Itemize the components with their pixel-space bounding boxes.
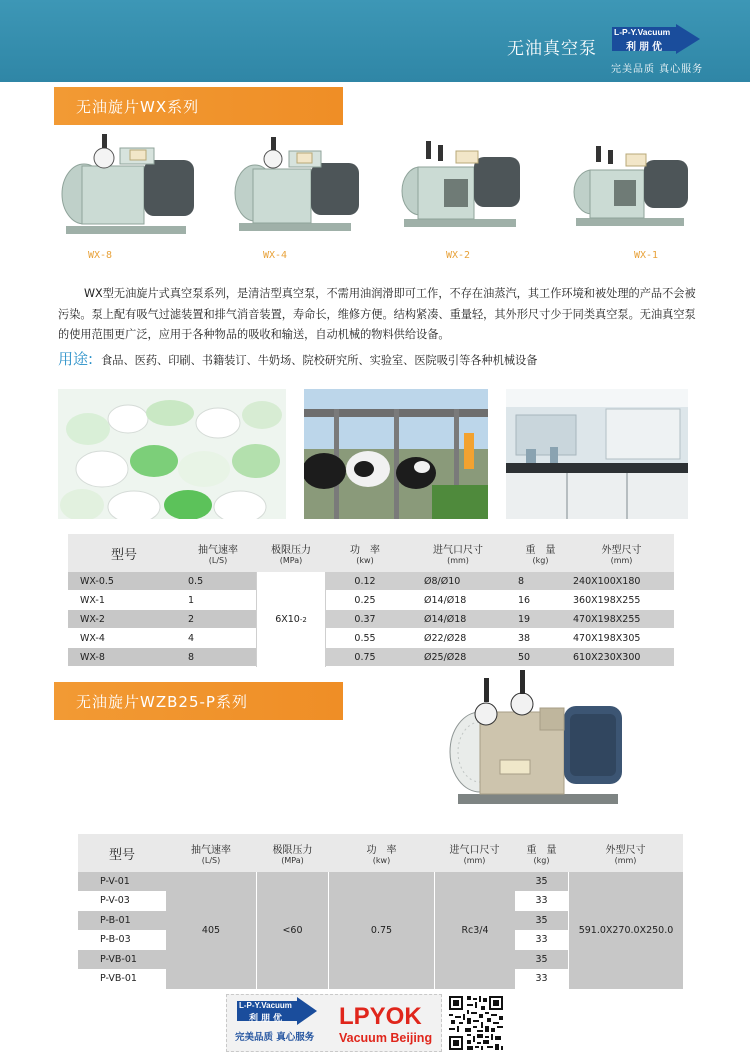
cell-model: P-V-01 [78,872,166,892]
cell-model: P-V-03 [78,892,166,912]
pump-photo-wx2 [398,135,532,235]
header-weight [515,834,568,872]
wx-spec-table [68,534,674,666]
header-speed-label: 抽气速率 [198,545,238,556]
section-title-wx: 无油旋片WX系列 [76,98,200,116]
cell-inlet: Ø14/Ø18 [404,591,512,610]
footer-logo [226,994,442,1052]
header-pressure-unit: (MPa) [281,856,304,865]
cell-power-merged: 0.75 [329,872,434,989]
cell-weight: 50 [512,648,569,667]
cell-inlet: Ø22/Ø28 [404,629,512,648]
cell-inlet: Ø8/Ø10 [404,572,512,591]
section-title-wzb25: 无油旋片WZB25-P系列 [76,693,248,711]
header-speed-unit: (L/S) [208,556,228,565]
header-speed [166,834,256,872]
logo-arrow-icon [676,24,700,54]
header-pressure-label: 极限压力 [272,845,313,856]
cell-power: 0.75 [326,648,404,667]
footer-logo-arrow-icon [297,997,317,1025]
footer-logo-en: L-P-Y.Vacuum [239,1001,292,1010]
cell-inlet: Ø25/Ø28 [404,648,512,667]
cell-weight: 35 [515,872,568,892]
header-size-label: 外型尺寸 [601,545,642,556]
header-inlet [434,834,515,872]
header-logo [612,24,702,58]
header-model-label: 型号 [110,547,137,563]
cell-speed: 1 [180,591,256,610]
header-inlet-label: 进气口尺寸 [433,545,483,556]
description-text: WX型无油旋片式真空泵系列，是清洁型真空泵，不需用油润滑即可工作，不存在油蒸汽，其工作环境和被处理的产品不会被污染。泵上配有吸气过滤装置和排气消音装置，寿命长，维修方便。结构紧凑、重量轻，其外形尺寸少于同类真空泵。无油真空泵的使用范围更广泛，应用于各种物品的吸收和输送，自动机械的物料供给设备。 [58,287,696,341]
cell-model: P-B-03 [78,931,166,951]
laboratory-photo [506,389,688,519]
logo-text-cn: 利朋优 [626,42,665,53]
pump-photo-wx1 [570,140,700,236]
cell-model: P-VB-01 [78,950,166,970]
header-model [78,834,166,872]
footer-logo-cn: 利朋优 [249,1014,286,1024]
cell-model: P-B-01 [78,911,166,931]
cell-power: 0.55 [326,629,404,648]
cell-inlet: Ø14/Ø18 [404,610,512,629]
logo-text-en: L-P-Y.Vacuum [614,27,671,37]
header-model-label: 型号 [108,847,135,863]
cell-model: WX-4 [68,629,180,648]
usage-text: 食品、医药、印刷、书籍装订、牛奶场、院校研究所、实验室、医院吸引等各种机械设备 [101,354,538,367]
header-pressure [256,834,329,872]
header-size [568,834,683,872]
cell-pressure-merged [256,572,326,667]
cell-power: 0.25 [326,591,404,610]
header-power-unit: (kw) [372,856,391,865]
cell-speed: 4 [180,629,256,648]
pump-photo-wx8 [60,130,208,238]
header-inlet [404,534,512,572]
cell-weight: 35 [515,911,568,931]
header-power [326,534,404,572]
header-slogan: 完美品质 真心服务 [611,64,704,75]
header-size-unit: (mm) [610,556,633,565]
header-power-unit: (kw) [356,556,374,565]
header-model [68,534,180,572]
cell-power: 0.12 [326,572,404,591]
pump-label-wx4: WX-4 [263,250,288,261]
usage-label: 用途: [58,350,94,368]
cell-size: 360X198X255 [569,591,674,610]
qr-code [447,994,505,1052]
header-weight-label: 重 量 [525,545,556,556]
header-size [569,534,674,572]
cell-model: WX-1 [68,591,180,610]
pump-label-wx2: WX-2 [446,250,471,261]
cell-inlet-merged: Rc3/4 [434,872,515,989]
footer-slogan: 完美品质 真心服务 [235,1032,315,1043]
cell-size: 470X198X305 [569,629,674,648]
cell-size: 610X230X300 [569,648,674,667]
header-power-label: 功 率 [366,845,397,856]
header-pressure-unit: (MPa) [279,556,303,565]
cell-size: 470X198X255 [569,610,674,629]
wzb25-spec-table [78,834,683,989]
wzb25-pump-photo [440,668,636,818]
header-size-label: 外型尺寸 [605,845,646,856]
header-speed-unit: (L/S) [201,856,221,865]
cell-model: WX-0.5 [68,572,180,591]
header-weight-label: 重 量 [526,845,557,856]
product-description [58,284,698,346]
footer-brand-sub: Vacuum Beijing [339,1031,433,1045]
cell-weight: 19 [512,610,569,629]
pump-photo-wx4 [233,135,373,235]
cell-weight: 8 [512,572,569,591]
header-title: 无油真空泵 [507,39,597,59]
pump-label-wx8: WX-8 [88,250,113,261]
header-pressure-label: 极限压力 [271,545,311,556]
header-weight-unit: (kg) [533,856,550,865]
cell-size: 240X100X180 [569,572,674,591]
header-speed [180,534,256,572]
cell-weight: 33 [515,892,568,912]
cell-model: WX-2 [68,610,180,629]
cell-weight: 35 [515,950,568,970]
dairy-farm-photo [304,389,488,519]
header-size-unit: (mm) [614,856,637,865]
cell-speed-merged: 405 [166,872,256,989]
header-inlet-unit: (mm) [447,556,469,565]
pressure-exponent: -2 [299,615,307,624]
footer-brand: LPYOK [339,1003,422,1030]
cell-weight: 16 [512,591,569,610]
cell-power: 0.37 [326,610,404,629]
cell-weight: 33 [515,970,568,990]
pressure-value: 6X10 [275,614,300,625]
section-banner-wzb25 [54,682,343,720]
header-power-label: 功 率 [350,545,380,556]
cell-speed: 0.5 [180,572,256,591]
pills-photo [58,389,286,519]
header-speed-label: 抽气速率 [191,845,231,856]
cell-speed: 8 [180,648,256,667]
header-power [329,834,434,872]
usage-line [58,348,537,369]
header-pressure [256,534,326,572]
section-banner-wx [54,87,343,125]
cell-weight: 33 [515,931,568,951]
pump-label-wx1: WX-1 [634,250,659,261]
cell-pressure-merged: <60 [256,872,329,989]
header-inlet-label: 进气口尺寸 [449,845,500,856]
page-header [0,0,750,82]
cell-model: WX-8 [68,648,180,667]
header-inlet-unit: (mm) [463,856,486,865]
cell-speed: 2 [180,610,256,629]
cell-model: P-VB-01 [78,970,166,990]
cell-size-merged: 591.0X270.0X250.0 [568,872,683,989]
cell-weight: 38 [512,629,569,648]
header-weight-unit: (kg) [532,556,549,565]
header-weight [512,534,569,572]
